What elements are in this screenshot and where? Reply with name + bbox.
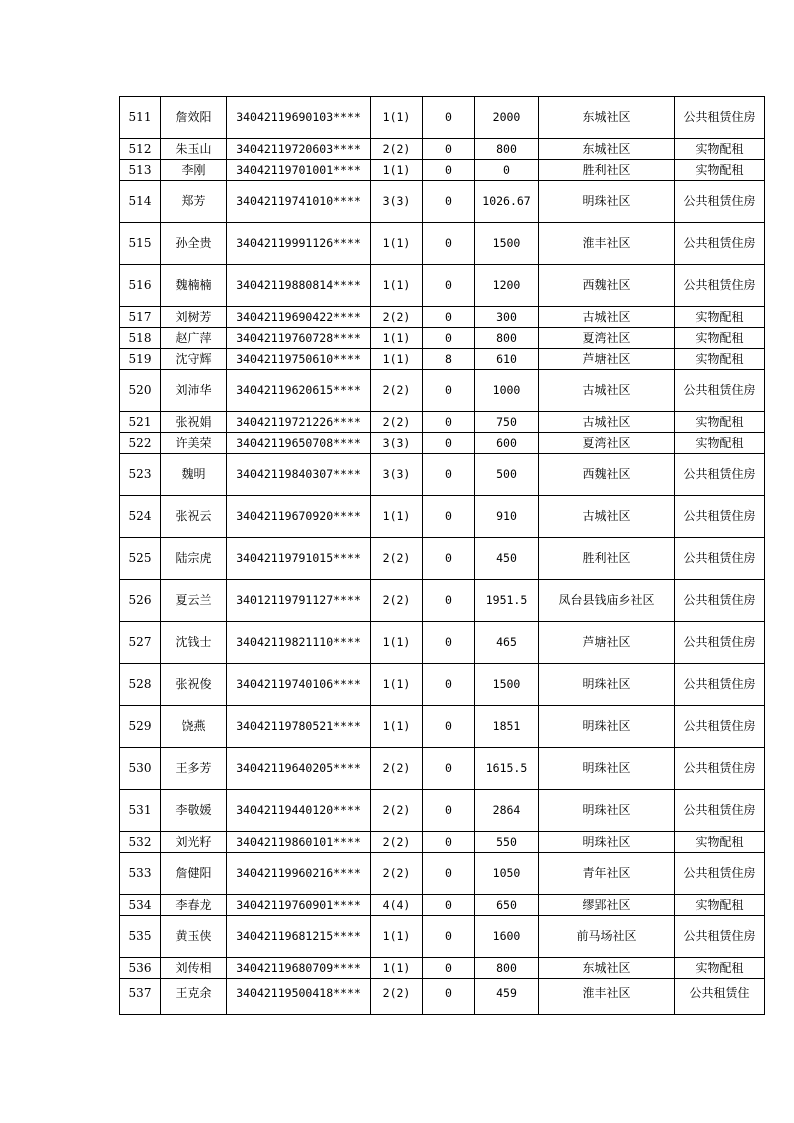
amount-value: 1615.5 bbox=[475, 748, 539, 790]
housing-type: 公共租赁住房 bbox=[675, 454, 765, 496]
community-name: 夏湾社区 bbox=[539, 328, 675, 349]
applicant-name: 王多芳 bbox=[161, 748, 227, 790]
table-row bbox=[120, 139, 765, 160]
row-number: 521 bbox=[120, 412, 161, 433]
row-number: 522 bbox=[120, 433, 161, 454]
community-name: 东城社区 bbox=[539, 97, 675, 139]
household-size: 2(2) bbox=[371, 979, 423, 1015]
table-row bbox=[120, 433, 765, 454]
table-row bbox=[120, 181, 765, 223]
amount-value: 1951.5 bbox=[475, 580, 539, 622]
community-name: 芦塘社区 bbox=[539, 622, 675, 664]
row-number: 512 bbox=[120, 139, 161, 160]
applicant-name: 许美荣 bbox=[161, 433, 227, 454]
community-name: 胜利社区 bbox=[539, 160, 675, 181]
amount-value: 0 bbox=[475, 160, 539, 181]
row-number: 528 bbox=[120, 664, 161, 706]
housing-type: 公共租赁住房 bbox=[675, 622, 765, 664]
id-number: 34042119690422**** bbox=[227, 307, 371, 328]
id-number: 34042119650708**** bbox=[227, 433, 371, 454]
applicant-name: 詹健阳 bbox=[161, 853, 227, 895]
row-number: 526 bbox=[120, 580, 161, 622]
housing-type: 实物配租 bbox=[675, 160, 765, 181]
applicant-name: 张祝云 bbox=[161, 496, 227, 538]
row-number: 529 bbox=[120, 706, 161, 748]
id-number: 34042119760901**** bbox=[227, 895, 371, 916]
id-number: 34042119740106**** bbox=[227, 664, 371, 706]
household-size: 1(1) bbox=[371, 349, 423, 370]
id-number: 34042119620615**** bbox=[227, 370, 371, 412]
household-size: 4(4) bbox=[371, 895, 423, 916]
amount-value: 1500 bbox=[475, 664, 539, 706]
table-row bbox=[120, 97, 765, 139]
table-row bbox=[120, 958, 765, 979]
household-size: 1(1) bbox=[371, 664, 423, 706]
row-number: 534 bbox=[120, 895, 161, 916]
amount-value: 910 bbox=[475, 496, 539, 538]
community-name: 淮丰社区 bbox=[539, 223, 675, 265]
amount-value: 1851 bbox=[475, 706, 539, 748]
row-number: 525 bbox=[120, 538, 161, 580]
id-number: 34042119440120**** bbox=[227, 790, 371, 832]
household-size: 3(3) bbox=[371, 181, 423, 223]
community-name: 胜利社区 bbox=[539, 538, 675, 580]
household-size: 2(2) bbox=[371, 832, 423, 853]
community-name: 明珠社区 bbox=[539, 748, 675, 790]
id-number: 34042119880814**** bbox=[227, 265, 371, 307]
applicant-name: 陆宗虎 bbox=[161, 538, 227, 580]
housing-type: 公共租赁住房 bbox=[675, 538, 765, 580]
housing-type: 公共租赁住房 bbox=[675, 916, 765, 958]
table-row bbox=[120, 832, 765, 853]
row-number: 514 bbox=[120, 181, 161, 223]
id-number: 34042119690103**** bbox=[227, 97, 371, 139]
applicant-name: 饶燕 bbox=[161, 706, 227, 748]
id-number: 34042119991126**** bbox=[227, 223, 371, 265]
applicant-name: 沈守辉 bbox=[161, 349, 227, 370]
amount-value: 1050 bbox=[475, 853, 539, 895]
community-name: 明珠社区 bbox=[539, 832, 675, 853]
row-number: 533 bbox=[120, 853, 161, 895]
row-number: 530 bbox=[120, 748, 161, 790]
row-number: 524 bbox=[120, 496, 161, 538]
count-value: 0 bbox=[423, 895, 475, 916]
community-name: 青年社区 bbox=[539, 853, 675, 895]
community-name: 西魏社区 bbox=[539, 265, 675, 307]
housing-type: 公共租赁住房 bbox=[675, 853, 765, 895]
household-size: 1(1) bbox=[371, 958, 423, 979]
count-value: 8 bbox=[423, 349, 475, 370]
community-name: 前马场社区 bbox=[539, 916, 675, 958]
applicant-name: 张祝俊 bbox=[161, 664, 227, 706]
table-row bbox=[120, 790, 765, 832]
community-name: 东城社区 bbox=[539, 139, 675, 160]
table-row bbox=[120, 622, 765, 664]
applicant-name: 李春龙 bbox=[161, 895, 227, 916]
count-value: 0 bbox=[423, 496, 475, 538]
id-number: 34042119860101**** bbox=[227, 832, 371, 853]
community-name: 夏湾社区 bbox=[539, 433, 675, 454]
id-number: 34042119791015**** bbox=[227, 538, 371, 580]
count-value: 0 bbox=[423, 370, 475, 412]
count-value: 0 bbox=[423, 580, 475, 622]
amount-value: 300 bbox=[475, 307, 539, 328]
id-number: 34042119760728**** bbox=[227, 328, 371, 349]
table-row bbox=[120, 307, 765, 328]
amount-value: 2000 bbox=[475, 97, 539, 139]
count-value: 0 bbox=[423, 265, 475, 307]
housing-type: 实物配租 bbox=[675, 433, 765, 454]
table-row bbox=[120, 160, 765, 181]
community-name: 明珠社区 bbox=[539, 706, 675, 748]
housing-type: 实物配租 bbox=[675, 328, 765, 349]
count-value: 0 bbox=[423, 454, 475, 496]
applicant-name: 张祝娟 bbox=[161, 412, 227, 433]
housing-type: 实物配租 bbox=[675, 412, 765, 433]
household-size: 2(2) bbox=[371, 580, 423, 622]
amount-value: 1026.67 bbox=[475, 181, 539, 223]
count-value: 0 bbox=[423, 97, 475, 139]
amount-value: 450 bbox=[475, 538, 539, 580]
amount-value: 750 bbox=[475, 412, 539, 433]
housing-type: 公共租赁住房 bbox=[675, 265, 765, 307]
count-value: 0 bbox=[423, 328, 475, 349]
row-number: 519 bbox=[120, 349, 161, 370]
community-name: 古城社区 bbox=[539, 496, 675, 538]
community-name: 明珠社区 bbox=[539, 790, 675, 832]
household-size: 2(2) bbox=[371, 538, 423, 580]
row-number: 520 bbox=[120, 370, 161, 412]
count-value: 0 bbox=[423, 853, 475, 895]
row-number: 518 bbox=[120, 328, 161, 349]
row-number: 535 bbox=[120, 916, 161, 958]
housing-type: 公共租赁住房 bbox=[675, 223, 765, 265]
household-size: 2(2) bbox=[371, 748, 423, 790]
allocation-table bbox=[119, 96, 765, 1015]
amount-value: 800 bbox=[475, 958, 539, 979]
amount-value: 610 bbox=[475, 349, 539, 370]
housing-type: 公共租赁住房 bbox=[675, 496, 765, 538]
count-value: 0 bbox=[423, 664, 475, 706]
household-size: 2(2) bbox=[371, 307, 423, 328]
id-number: 34042119840307**** bbox=[227, 454, 371, 496]
applicant-name: 刘树芳 bbox=[161, 307, 227, 328]
applicant-name: 李刚 bbox=[161, 160, 227, 181]
row-number: 516 bbox=[120, 265, 161, 307]
amount-value: 800 bbox=[475, 328, 539, 349]
community-name: 东城社区 bbox=[539, 958, 675, 979]
applicant-name: 詹效阳 bbox=[161, 97, 227, 139]
community-name: 缪郢社区 bbox=[539, 895, 675, 916]
applicant-name: 王克余 bbox=[161, 979, 227, 1015]
applicant-name: 魏明 bbox=[161, 454, 227, 496]
id-number: 34012119791127**** bbox=[227, 580, 371, 622]
community-name: 凤台县钱庙乡社区 bbox=[539, 580, 675, 622]
table-row bbox=[120, 349, 765, 370]
applicant-name: 朱玉山 bbox=[161, 139, 227, 160]
table-row bbox=[120, 916, 765, 958]
count-value: 0 bbox=[423, 538, 475, 580]
amount-value: 600 bbox=[475, 433, 539, 454]
community-name: 淮丰社区 bbox=[539, 979, 675, 1015]
table-row bbox=[120, 370, 765, 412]
community-name: 古城社区 bbox=[539, 307, 675, 328]
amount-value: 1200 bbox=[475, 265, 539, 307]
housing-type: 实物配租 bbox=[675, 307, 765, 328]
community-name: 西魏社区 bbox=[539, 454, 675, 496]
row-number: 532 bbox=[120, 832, 161, 853]
housing-type: 公共租赁住 bbox=[675, 979, 765, 1015]
amount-value: 1600 bbox=[475, 916, 539, 958]
table-row bbox=[120, 664, 765, 706]
count-value: 0 bbox=[423, 979, 475, 1015]
table-row bbox=[120, 412, 765, 433]
household-size: 1(1) bbox=[371, 97, 423, 139]
count-value: 0 bbox=[423, 790, 475, 832]
household-size: 1(1) bbox=[371, 916, 423, 958]
row-number: 515 bbox=[120, 223, 161, 265]
community-name: 明珠社区 bbox=[539, 664, 675, 706]
amount-value: 650 bbox=[475, 895, 539, 916]
applicant-name: 刘沛华 bbox=[161, 370, 227, 412]
amount-value: 1000 bbox=[475, 370, 539, 412]
id-number: 34042119821110**** bbox=[227, 622, 371, 664]
household-size: 3(3) bbox=[371, 433, 423, 454]
count-value: 0 bbox=[423, 958, 475, 979]
id-number: 34042119741010**** bbox=[227, 181, 371, 223]
applicant-name: 魏楠楠 bbox=[161, 265, 227, 307]
housing-type: 公共租赁住房 bbox=[675, 790, 765, 832]
applicant-name: 孙全贵 bbox=[161, 223, 227, 265]
housing-type: 实物配租 bbox=[675, 832, 765, 853]
household-size: 2(2) bbox=[371, 370, 423, 412]
table-row bbox=[120, 265, 765, 307]
amount-value: 459 bbox=[475, 979, 539, 1015]
community-name: 古城社区 bbox=[539, 370, 675, 412]
table-body bbox=[120, 97, 765, 1015]
applicant-name: 夏云兰 bbox=[161, 580, 227, 622]
row-number: 517 bbox=[120, 307, 161, 328]
id-number: 34042119701001**** bbox=[227, 160, 371, 181]
housing-type: 公共租赁住房 bbox=[675, 97, 765, 139]
table-row bbox=[120, 538, 765, 580]
table-row bbox=[120, 895, 765, 916]
housing-type: 实物配租 bbox=[675, 895, 765, 916]
household-size: 2(2) bbox=[371, 412, 423, 433]
table-row bbox=[120, 580, 765, 622]
count-value: 0 bbox=[423, 706, 475, 748]
community-name: 芦塘社区 bbox=[539, 349, 675, 370]
row-number: 513 bbox=[120, 160, 161, 181]
amount-value: 2864 bbox=[475, 790, 539, 832]
allocation-table-container bbox=[119, 96, 765, 1015]
id-number: 34042119750610**** bbox=[227, 349, 371, 370]
row-number: 523 bbox=[120, 454, 161, 496]
count-value: 0 bbox=[423, 916, 475, 958]
row-number: 536 bbox=[120, 958, 161, 979]
household-size: 1(1) bbox=[371, 328, 423, 349]
housing-type: 公共租赁住房 bbox=[675, 580, 765, 622]
count-value: 0 bbox=[423, 160, 475, 181]
table-row bbox=[120, 328, 765, 349]
amount-value: 800 bbox=[475, 139, 539, 160]
community-name: 古城社区 bbox=[539, 412, 675, 433]
table-row bbox=[120, 979, 765, 1015]
id-number: 34042119500418**** bbox=[227, 979, 371, 1015]
household-size: 1(1) bbox=[371, 496, 423, 538]
household-size: 1(1) bbox=[371, 160, 423, 181]
applicant-name: 刘光籽 bbox=[161, 832, 227, 853]
housing-type: 实物配租 bbox=[675, 139, 765, 160]
housing-type: 公共租赁住房 bbox=[675, 181, 765, 223]
housing-type: 实物配租 bbox=[675, 958, 765, 979]
household-size: 1(1) bbox=[371, 622, 423, 664]
household-size: 3(3) bbox=[371, 454, 423, 496]
housing-type: 公共租赁住房 bbox=[675, 748, 765, 790]
row-number: 527 bbox=[120, 622, 161, 664]
applicant-name: 李敬媛 bbox=[161, 790, 227, 832]
applicant-name: 沈钱士 bbox=[161, 622, 227, 664]
row-number: 537 bbox=[120, 979, 161, 1015]
count-value: 0 bbox=[423, 307, 475, 328]
table-row bbox=[120, 496, 765, 538]
table-row bbox=[120, 853, 765, 895]
table-row bbox=[120, 223, 765, 265]
count-value: 0 bbox=[423, 832, 475, 853]
amount-value: 1500 bbox=[475, 223, 539, 265]
household-size: 2(2) bbox=[371, 790, 423, 832]
count-value: 0 bbox=[423, 622, 475, 664]
id-number: 34042119670920**** bbox=[227, 496, 371, 538]
household-size: 1(1) bbox=[371, 223, 423, 265]
housing-type: 实物配租 bbox=[675, 349, 765, 370]
table-row bbox=[120, 748, 765, 790]
housing-type: 公共租赁住房 bbox=[675, 370, 765, 412]
count-value: 0 bbox=[423, 181, 475, 223]
applicant-name: 郑芳 bbox=[161, 181, 227, 223]
count-value: 0 bbox=[423, 748, 475, 790]
housing-type: 公共租赁住房 bbox=[675, 664, 765, 706]
table-row bbox=[120, 706, 765, 748]
id-number: 34042119960216**** bbox=[227, 853, 371, 895]
count-value: 0 bbox=[423, 433, 475, 454]
row-number: 511 bbox=[120, 97, 161, 139]
count-value: 0 bbox=[423, 139, 475, 160]
id-number: 34042119780521**** bbox=[227, 706, 371, 748]
count-value: 0 bbox=[423, 412, 475, 433]
row-number: 531 bbox=[120, 790, 161, 832]
applicant-name: 赵广萍 bbox=[161, 328, 227, 349]
community-name: 明珠社区 bbox=[539, 181, 675, 223]
amount-value: 465 bbox=[475, 622, 539, 664]
household-size: 1(1) bbox=[371, 706, 423, 748]
amount-value: 550 bbox=[475, 832, 539, 853]
applicant-name: 黄玉侠 bbox=[161, 916, 227, 958]
amount-value: 500 bbox=[475, 454, 539, 496]
household-size: 2(2) bbox=[371, 139, 423, 160]
applicant-name: 刘传相 bbox=[161, 958, 227, 979]
id-number: 34042119681215**** bbox=[227, 916, 371, 958]
count-value: 0 bbox=[423, 223, 475, 265]
id-number: 34042119721226**** bbox=[227, 412, 371, 433]
table-row bbox=[120, 454, 765, 496]
household-size: 2(2) bbox=[371, 853, 423, 895]
housing-type: 公共租赁住房 bbox=[675, 706, 765, 748]
id-number: 34042119680709**** bbox=[227, 958, 371, 979]
id-number: 34042119720603**** bbox=[227, 139, 371, 160]
household-size: 1(1) bbox=[371, 265, 423, 307]
id-number: 34042119640205**** bbox=[227, 748, 371, 790]
